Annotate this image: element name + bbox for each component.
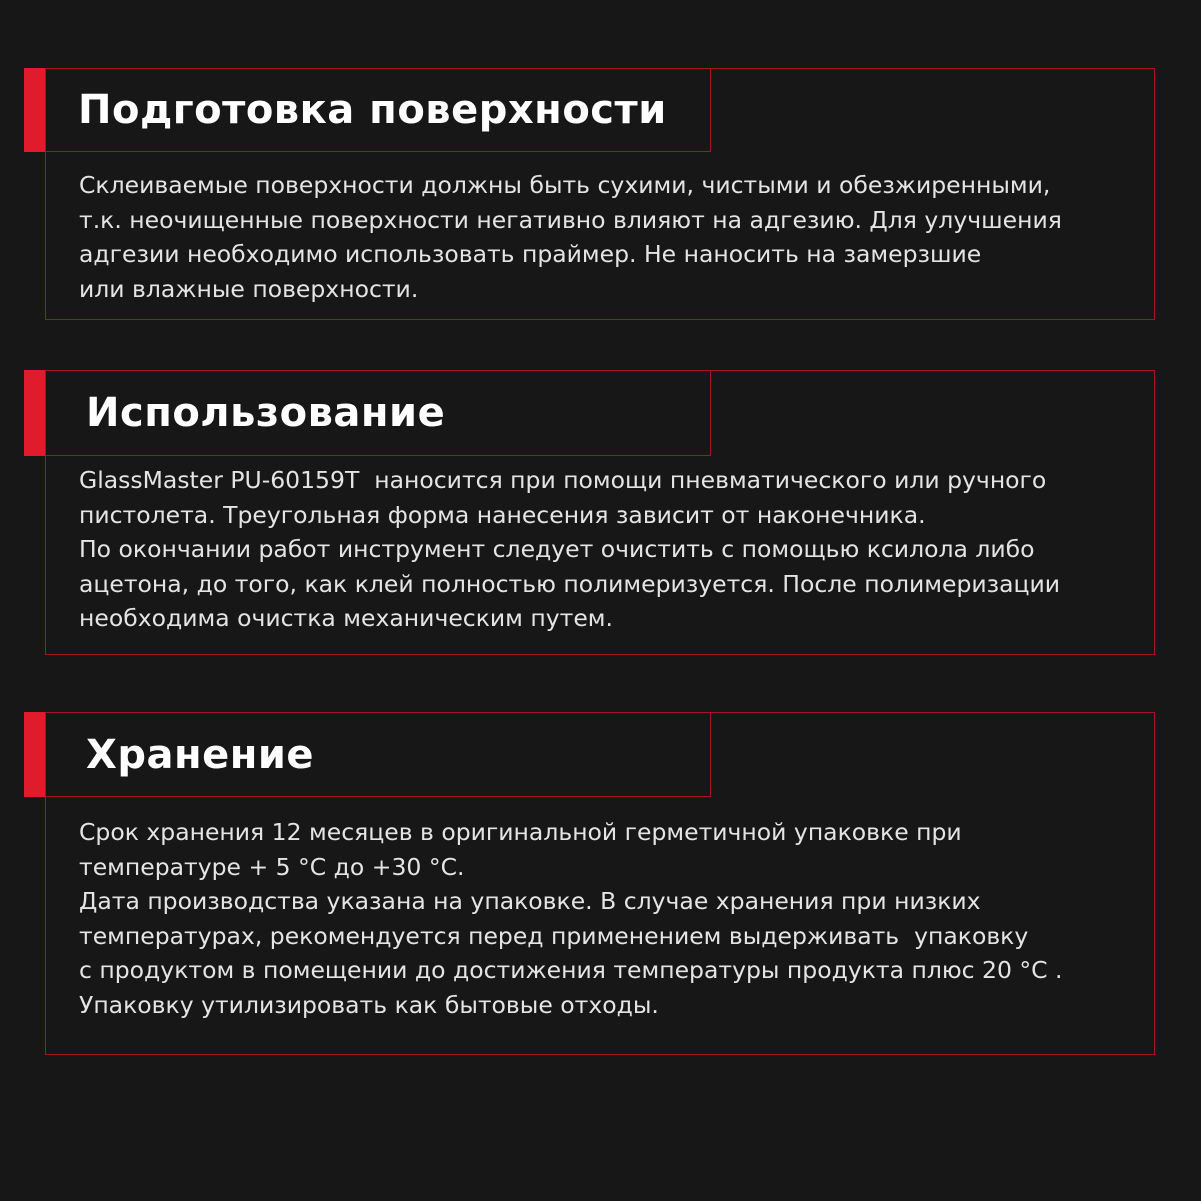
section-title-box bbox=[45, 712, 711, 797]
section-title: Хранение bbox=[86, 732, 315, 778]
text-line: температурах, рекомендуется перед применением выдерживать упаковку bbox=[79, 921, 1029, 950]
section-title-box bbox=[45, 370, 711, 456]
section-storage bbox=[24, 712, 1155, 1055]
section-usage bbox=[24, 370, 1155, 655]
text-line: т.к. неочищенные поверхности негативно влияют на адгезию. Для улучшения bbox=[79, 205, 1062, 234]
text-line: с продуктом в помещении до достижения температуры продукта плюс 20 °С . bbox=[79, 956, 1063, 984]
section-title: Подготовка поверхности bbox=[78, 87, 667, 133]
section-title: Использование bbox=[86, 390, 446, 436]
text-line: Срок хранения 12 месяцев в оригинальной герметичной упаковке при bbox=[79, 818, 962, 846]
text-line: пистолета. Треугольная форма нанесения зависит от наконечника. bbox=[79, 500, 926, 529]
text-line: Дата производства указана на упаковке. В случае хранения при низких bbox=[79, 887, 981, 915]
section-title-box bbox=[45, 68, 711, 152]
section-text bbox=[79, 168, 1125, 306]
text-line: адгезии необходимо использовать праймер. Не наносить на замерзшие bbox=[79, 240, 982, 268]
section-accent-bar bbox=[24, 370, 45, 456]
section-accent-bar bbox=[24, 68, 45, 152]
section-surface-preparation bbox=[24, 68, 1155, 320]
text-line: GlassMaster PU-60159T наносится при помощи пневматического или ручного bbox=[79, 466, 1047, 494]
section-text bbox=[79, 463, 1125, 636]
text-line: По окончании работ инструмент следует очистить с помощью ксилола либо bbox=[79, 535, 1035, 563]
text-line: необходима очистка механическим путем. bbox=[79, 604, 613, 632]
section-text bbox=[79, 815, 1125, 1022]
text-line: Упаковку утилизировать как бытовые отходы. bbox=[79, 990, 659, 1019]
text-line: или влажные поверхности. bbox=[79, 274, 419, 303]
text-line: Склеиваемые поверхности должны быть сухими, чистыми и обезжиренными, bbox=[79, 171, 1051, 199]
text-line: температуре + 5 °С до +30 °С. bbox=[79, 852, 465, 881]
section-accent-bar bbox=[24, 712, 45, 797]
text-line: ацетона, до того, как клей полностью полимеризуется. После полимеризации bbox=[79, 569, 1061, 598]
